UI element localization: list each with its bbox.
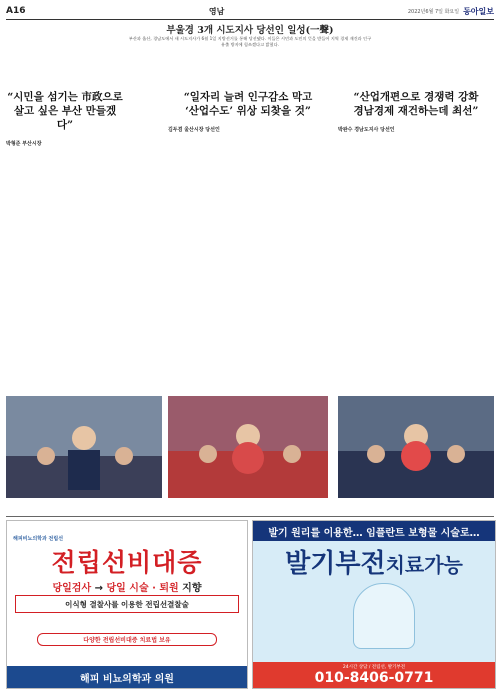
article-title-1: “시민을 섬기는 市政으로 살고 싶은 부산 만들겠다” <box>7 91 123 131</box>
ad-right-phone: 010-8406-0771 <box>314 670 434 686</box>
issue-date: 2022년6월 7일 화요일 <box>407 8 460 15</box>
ad-right-strip: 발기 원리를 이용한… 임플란트 보형물 시술로… <box>253 521 495 541</box>
implant-illustration <box>353 583 415 649</box>
header-rule <box>6 19 494 20</box>
article-body-1 <box>6 150 124 155</box>
article-column-2 <box>168 90 328 141</box>
lead-paragraph: 부산과 울산, 경남도에서 새 시도지사가 6월 1일 지방선거를 통해 당선됐다. 이들은 시민과 도민의 뜻을 받들어 지역 경제 재건과 인구 유출 방지에 힘쓰겠다고 밝혔다. <box>128 36 372 47</box>
ad-left-pill: 다양한 전립선비대증 치료법 보유 <box>37 633 217 646</box>
article-title-3: “산업개편으로 경쟁력 강화 경남경제 재건하는데 최선” <box>353 91 479 117</box>
article-column-3 <box>338 90 494 141</box>
ad-right-phone-bar: 24시간 상담 / 전립선, 발기부전 010-8406-0771 <box>253 662 495 688</box>
ad-erectile-clinic <box>252 520 496 689</box>
page-number: A16 <box>6 6 26 16</box>
article-title-2: “일자리 늘려 인구감소 막고 ‘산업수도’ 위상 되찾을 것” <box>183 91 313 117</box>
page-headline: 부울경 3개 시도지사 당선인 일성(一聲) <box>166 25 334 36</box>
ad-prostate-clinic <box>6 520 248 689</box>
newspaper-logo: 동아일보 <box>463 5 494 16</box>
ad-right-headline: 발기부전치료가능 <box>285 549 463 579</box>
article-body-3 <box>338 136 494 141</box>
page-header <box>6 4 494 18</box>
article-column-1 <box>6 90 124 155</box>
ad-left-footer: 해피 비뇨의학과 의원 <box>7 666 247 688</box>
photo-ulsan-celebration <box>168 396 328 498</box>
ad-left-headline: 전립선비대증 <box>51 548 203 577</box>
photo-busan-celebration <box>6 396 162 498</box>
byline-2: 김두겸 울산시장 당선인 <box>168 127 220 133</box>
photo-gyeongnam-celebration <box>338 396 494 498</box>
byline-3: 박완수 경남도지사 당선인 <box>338 127 395 133</box>
ad-left-brand: 해피비뇨의학과 전립선 <box>13 536 64 542</box>
section-title: 영남 <box>208 6 225 16</box>
byline-1: 박형준 부산시장 <box>6 141 42 147</box>
ad-divider <box>6 516 494 517</box>
ad-left-procedure-box: 이식형 결찰사를 이용한 전립선결찰술 <box>15 595 239 613</box>
article-body-2 <box>168 136 328 141</box>
ad-left-row: 당일검사 → 당일 시술 · 퇴원 지향 <box>52 583 202 594</box>
